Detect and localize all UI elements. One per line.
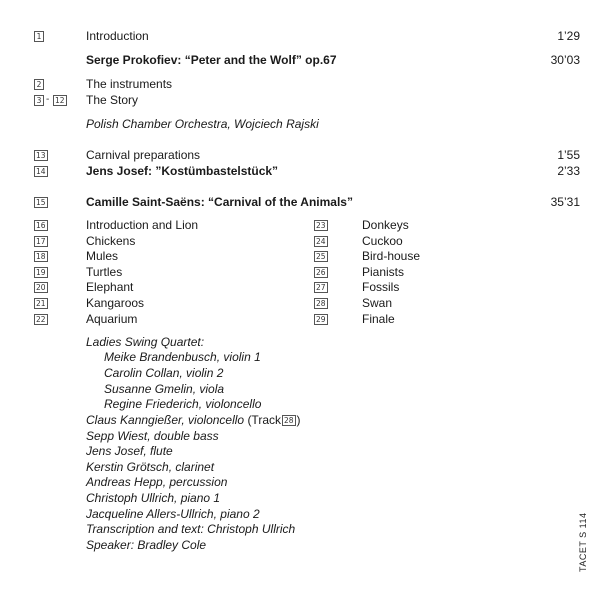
performer-credit: Andreas Hepp, percussion [86,475,228,489]
performer-kanngiesser [86,412,301,428]
track-number-box: 27 [316,283,326,292]
performer-credit: Sepp Wiest, double bass [86,429,219,443]
movement-row [0,264,300,280]
track-ref-prefix: (Track [247,413,281,427]
track-ref-suffix: ) [296,413,301,427]
track-number-box: 17 [36,237,46,246]
ensemble-member: Carolin Collan, violin 2 [104,366,224,380]
movement-title: Aquarium [86,312,138,326]
ensemble-member: Regine Friederich, violoncello [104,397,262,411]
performer-credit: Jacqueline Allers-Ullrich, piano 2 [86,507,260,521]
track-number-box: 2 [34,79,44,90]
track-number-box: 14 [36,167,46,176]
range-dash: - [46,94,50,105]
track-duration: 1’29 [557,29,580,43]
performers-prokofiev [0,116,600,132]
movement-title: Mules [86,249,119,263]
track-row-13 [0,147,600,163]
movement-title: Swan [362,296,393,310]
movement-title: Kangaroos [86,296,145,310]
movement-row [300,233,600,249]
movement-title: Cuckoo [362,234,403,248]
movement-title: Elephant [86,280,134,294]
work-title: Camille Saint-Saëns: “Carnival of the Animals” [86,195,353,209]
track-number-box: 24 [316,237,326,246]
track-row-15 [0,194,600,210]
movement-row [300,279,600,295]
track-number-box: 1 [34,31,44,42]
track-number-box: 26 [316,268,326,277]
track-number-box: 23 [316,221,326,230]
track-title: The instruments [86,77,173,91]
movement-row [300,264,600,280]
catalog-number: TACET S 114 [578,512,588,572]
track-title: Jens Josef: ”Kostümbastelstück” [86,164,279,178]
movement-row [0,233,300,249]
movement-row [0,311,300,327]
track-number-box: 28 [284,416,294,425]
track-number-box: 18 [36,252,46,261]
movement-title: Chickens [86,234,136,248]
track-number-box: 13 [36,151,46,160]
performer-credit: Polish Chamber Orchestra, Wojciech Rajski [86,117,319,131]
movement-title: Finale [362,312,395,326]
track-number-box: 19 [36,268,46,277]
track-number-box: 16 [36,221,46,230]
movement-row [0,295,300,311]
transcription-credit: Transcription and text: Christoph Ullrich [86,522,296,536]
track-number-box: 3 [34,95,44,106]
movement-row [300,248,600,264]
movement-title: Fossils [362,280,400,294]
movement-title: Bird-house [362,249,421,263]
ensemble-name: Ladies Swing Quartet: [86,335,205,349]
track-number-box: 21 [36,299,46,308]
movement-row [300,311,600,327]
ensemble-member: Meike Brandenbusch, violin 1 [104,350,261,364]
work-heading-prokofiev [0,52,600,68]
movement-row [300,295,600,311]
track-duration: 1’55 [557,148,580,162]
track-duration: 2’33 [557,164,580,178]
track-title: Carnival preparations [86,148,201,162]
track-title: The Story [86,93,139,107]
track-number-box: 29 [316,315,326,324]
movement-title: Turtles [86,265,123,279]
track-number-box: 20 [36,283,46,292]
track-number-box: 22 [36,315,46,324]
track-number-box: 15 [36,198,46,207]
work-title: Serge Prokofiev: “Peter and the Wolf” op.67 [86,53,337,67]
track-row-3-12 [0,92,600,108]
movement-row [0,248,300,264]
movement-row [300,217,600,233]
track-row-2 [0,76,600,92]
track-number-box: 12 [55,96,65,105]
movement-title: Pianists [362,265,405,279]
movement-row [0,217,300,233]
track-title: Introduction [86,29,149,43]
track-number-box: 28 [316,299,326,308]
work-duration: 35’31 [550,195,580,209]
performer-credit: Christoph Ullrich, piano 1 [86,491,221,505]
movement-title: Donkeys [362,218,409,232]
performer-credit: Claus Kanngießer, violoncello [86,413,245,427]
performer-credit: Jens Josef, flute [86,444,173,458]
track-row-1 [0,28,600,44]
performer-credit: Kerstin Grötsch, clarinet [86,460,215,474]
movement-row [0,279,300,295]
ensemble-member: Susanne Gmelin, viola [104,382,225,396]
movement-title: Introduction and Lion [86,218,199,232]
speaker-credit: Speaker: Bradley Cole [86,538,207,552]
work-duration: 30’03 [550,53,580,67]
track-number-box: 25 [316,252,326,261]
track-row-14 [0,163,600,179]
